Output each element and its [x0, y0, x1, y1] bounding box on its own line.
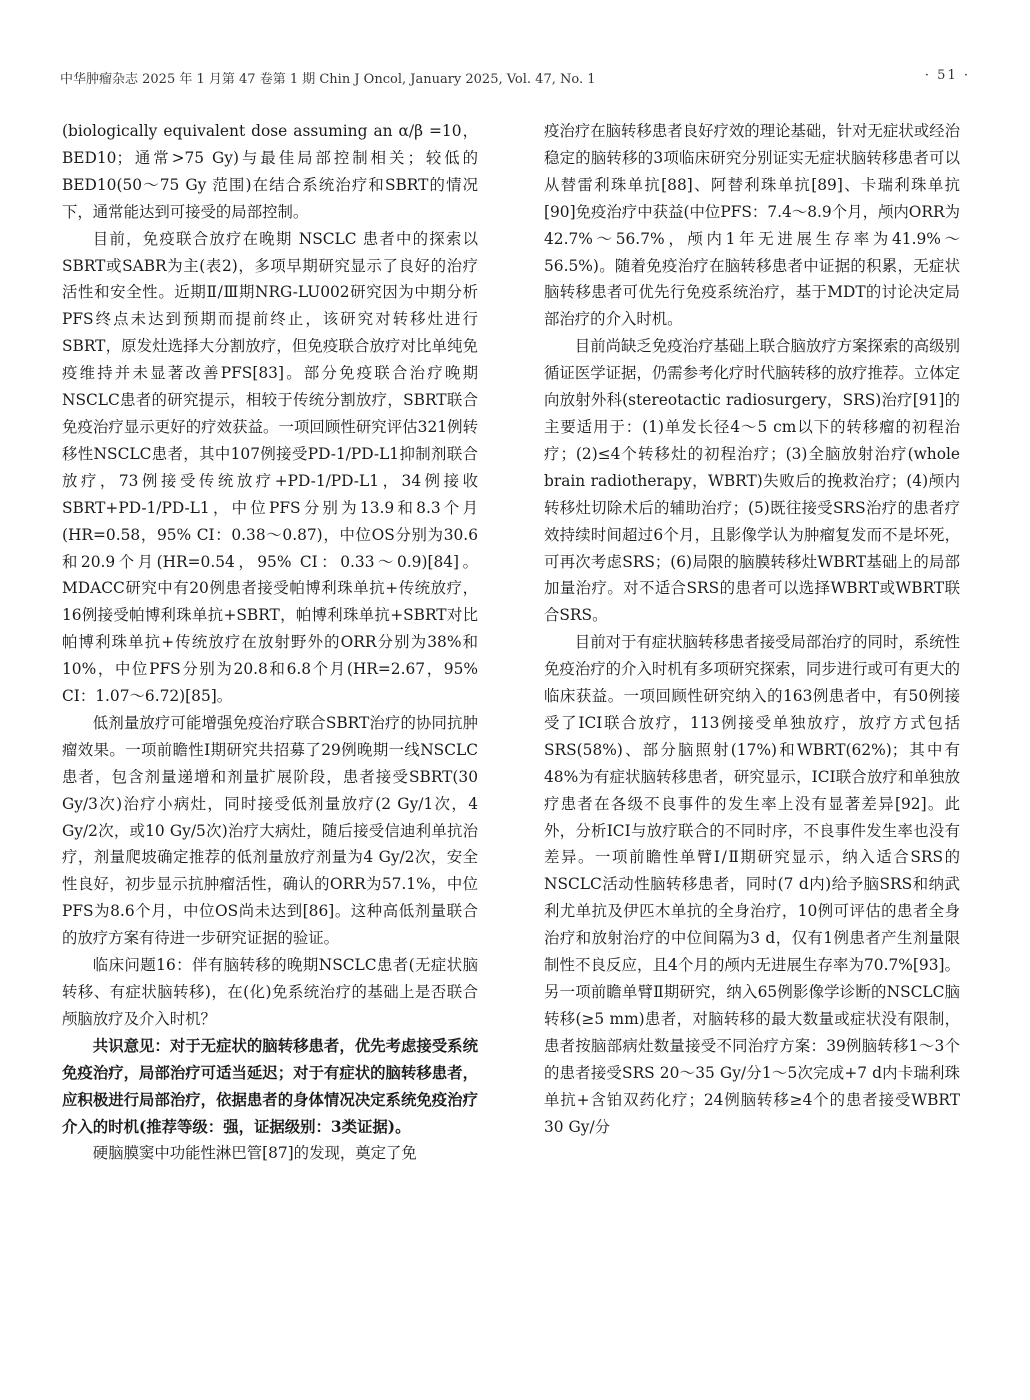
paragraph: 目前尚缺乏免疫治疗基础上联合脑放疗方案探索的高级别循证医学证据，仍需参考化疗时代脑转移的放疗推荐。立体定向放射外科(stereotactic radiosurgery，SRS)治疗[91]的主要适用于：(1)单发长径4～5 cm以下的转移瘤的初程治疗；(2)≤4个转移灶的初程治疗；(3)全脑放射治疗(whole brain radiotherapy，WBRT)失败后的挽救治疗；(4)颅内转移灶切除术后的辅助治疗；(5)既往接受SRS治疗的患者疗效持续时间超过6个月，且影像学认为肿瘤复发而不是坏死，可再次考虑SRS；(6)局限的脑膜转移灶WBRT基础上的局部加量治疗。对不适合SRS的患者可以选择WBRT或WBRT联合SRS。 [544, 337, 960, 625]
consensus-opinion: 共识意见：对于无症状的脑转移患者，优先考虑接受系统免疫治疗，局部治疗可适当延迟；对于有症状的脑转移患者，应积极进行局部治疗，依据患者的身体情况决定系统免疫治疗介入的时机(推荐等级：强，证据级别：3类证据)。 [62, 1036, 478, 1136]
right-column [544, 118, 960, 1140]
paragraph: 目前，免疫联合放疗在晚期 NSCLC 患者中的探索以SBRT或SABR为主(表2)，多项早期研究显示了良好的治疗活性和安全性。近期Ⅱ/Ⅲ期NRG-LU002研究因为中期分析PFS终点未达到预期而提前终止，该研究对转移灶进行SBRT，原发灶选择大分割放疗，但免疫联合放疗对比单纯免疫维持并未显著改善PFS[83]。部分免疫联合治疗晚期NSCLC患者的研究提示，相较于传统分割放疗，SBRT联合免疫治疗显示更好的疗效获益。一项回顾性研究评估321例转移性NSCLC患者，其中107例接受PD-1/PD-L1抑制剂联合放疗，73例接受传统放疗+PD-1/PD-L1，34例接收SBRT+PD-1/PD-L1，中位PFS分别为13.9和8.3个月(HR=0.58，95% CI：0.38～0.87)，中位OS分别为30.6和20.9个月(HR=0.54，95% CI：0.33～0.9)[84]。MDACC研究中有20例患者接受帕博利珠单抗+传统放疗，16例接受帕博利珠单抗+SBRT，帕博利珠单抗+SBRT对比帕博利珠单抗+传统放疗在放射野外的ORR分别为38%和10%，中位PFS分别为20.8和6.8个月(HR=2.67，95% CI：1.07～6.72)[85]。 [62, 229, 478, 706]
journal-citation: 中华肿瘤杂志 2025 年 1 月第 47 卷第 1 期 Chin J Oncol, January 2025, Vol. 47, No. 1 [60, 72, 596, 87]
paragraph: 目前对于有症状脑转移患者接受局部治疗的同时，系统性免疫治疗的介入时机有多项研究探索，同步进行或可有更大的临床获益。一项回顾性研究纳入的163例患者中，有50例接受了ICI联合放疗，113例接受单独放疗，放疗方式包括SRS(58%)、部分脑照射(17%)和WBRT(62%)；其中有48%为有症状脑转移患者，研究显示，ICI联合放疗和单独放疗患者在各级不良事件的发生率上没有显著差异[92]。此外，分析ICI与放疗联合的不同时序，不良事件发生率也没有差异。一项前瞻性单臂Ⅰ/Ⅱ期研究显示，纳入适合SRS的NSCLC活动性脑转移患者，同时(7 d内)给予脑SRS和纳武利尤单抗及伊匹木单抗的全身治疗，10例可评估的患者全身治疗和放射治疗的中位间隔为3 d，仅有1例患者产生剂量限制性不良反应，且4个月的颅内无进展生存率为70.7%[93]。另一项前瞻单臂Ⅱ期研究，纳入65例影像学诊断的NSCLC脑转移(≥5 mm)患者，对脑转移的最大数量或症状没有限制，患者按脑部病灶数量接受不同治疗方案：39例脑转移1～3个的患者接受SRS 20～35 Gy/分1～5次完成+7 d内卡瑞利珠单抗+含铂双药化疗；24例脑转移≥4个的患者接受WBRT 30 Gy/分 [544, 633, 960, 1136]
left-column [62, 118, 478, 1167]
clinical-question: 临床问题16：伴有脑转移的晚期NSCLC患者(无症状脑转移、有症状脑转移)，在(化)免系统治疗的基础上是否联合颅脑放疗及介入时机？ [62, 956, 478, 1028]
paragraph: 疫治疗在脑转移患者良好疗效的理论基础，针对无症状或经治稳定的脑转移的3项临床研究分别证实无症状脑转移患者可以从替雷利珠单抗[88]、阿替利珠单抗[89]、卡瑞利珠单抗[90]免疫治疗中获益(中位PFS：7.4～8.9个月，颅内ORR为42.7%～56.7%，颅内1年无进展生存率为41.9%～56.5%)。随着免疫治疗在脑转移患者中证据的积累，无症状脑转移患者可优先行免疫系统治疗，基于MDT的讨论决定局部治疗的介入时机。 [544, 122, 960, 329]
page-number: · 51 · [924, 68, 970, 83]
paragraph: 低剂量放疗可能增强免疫治疗联合SBRT治疗的协同抗肿瘤效果。一项前瞻性Ⅰ期研究共招募了29例晚期一线NSCLC患者，包含剂量递增和剂量扩展阶段，患者接受SBRT(30 Gy/3次)治疗小病灶，同时接受低剂量放疗(2 Gy/1次，4 Gy/2次，或10 Gy/5次)治疗大病灶，随后接受信迪利单抗治疗，剂量爬坡确定推荐的低剂量放疗剂量为4 Gy/2次，安全性良好，初步显示抗肿瘤活性，确认的ORR为57.1%，中位PFS为8.6个月，中位OS尚未达到[86]。这种高低剂量联合的放疗方案有待进一步研究证据的验证。 [62, 713, 478, 948]
paragraph: (biologically equivalent dose assuming an α/β =10，BED10；通常>75 Gy)与最佳局部控制相关；较低的BED10(50～75 Gy 范围)在结合系统治疗和SBRT的情况下，通常能达到可接受的局部控制。 [62, 122, 478, 221]
paragraph: 硬脑膜窦中功能性淋巴管[87]的发现，奠定了免 [92, 1144, 417, 1163]
